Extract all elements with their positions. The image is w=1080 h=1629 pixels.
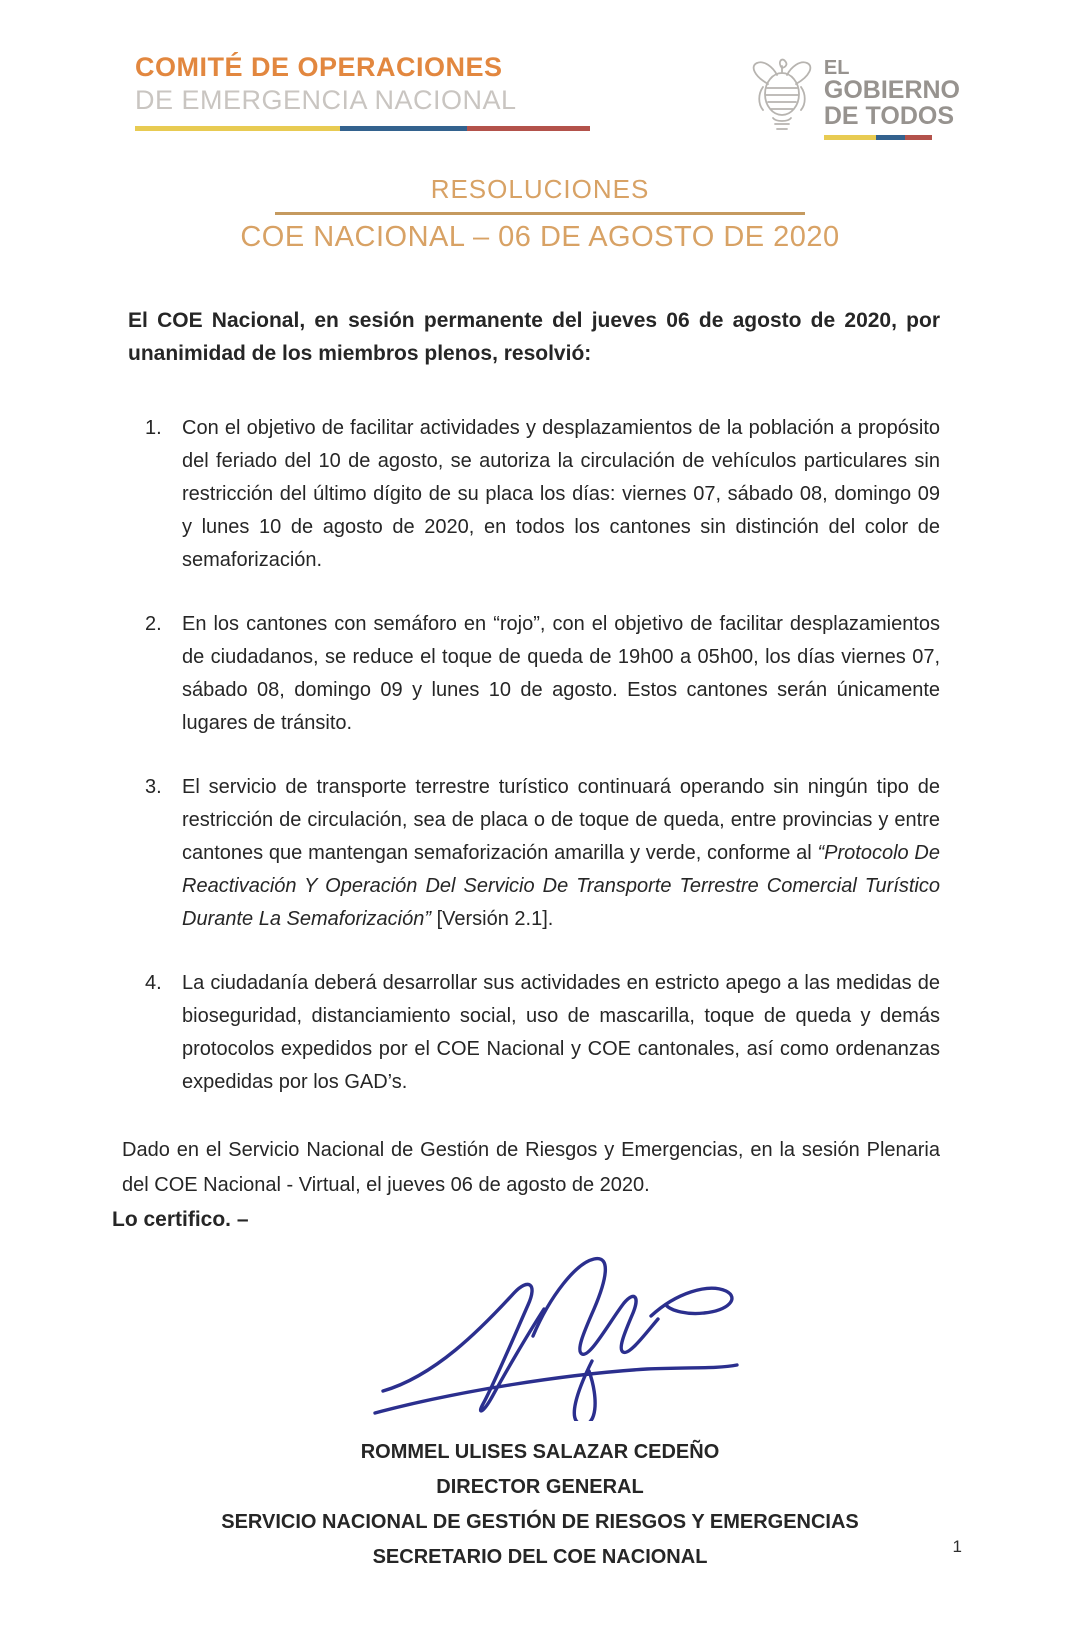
ecuador-tricolor-bar — [135, 126, 590, 131]
signatory-organization: SERVICIO NACIONAL DE GESTIÓN DE RIESGOS Y EMERGENCIAS — [221, 1511, 859, 1534]
signatory-role: SECRETARIO DEL COE NACIONAL — [372, 1546, 708, 1569]
gobierno-logo — [746, 54, 960, 140]
item-number: 2. — [145, 613, 162, 636]
resolution-item-2 — [128, 608, 940, 740]
signature-area — [0, 1239, 1080, 1421]
coe-logo-line2: DE EMERGENCIA NACIONAL — [135, 85, 517, 115]
gobierno-line2: GOBIERNO — [823, 76, 960, 105]
resolution-item-4 — [128, 967, 940, 1099]
coe-logo-line1: COMITÉ DE OPERACIONES — [135, 52, 503, 82]
gobierno-line1: EL — [823, 57, 850, 79]
item-number: 3. — [145, 776, 162, 799]
certification-line: Lo certifico. – — [112, 1208, 249, 1232]
document-body — [0, 304, 1080, 1237]
gobierno-logo-text — [824, 54, 960, 140]
document-title: RESOLUCIONES — [430, 174, 650, 205]
item-text: En los cantones con semáforo en “rojo”, con el objetivo de facilitar desplazamientos de ciudadanos, se reduce el toque de queda de 19h00 a 05h00, los días viernes 07, sábado 08, domingo 09 y lunes 10 de agosto. Estos cantones serán únicamente lugares de tránsito. — [182, 613, 940, 735]
signatory-title: DIRECTOR GENERAL — [436, 1476, 644, 1499]
resolution-item-1 — [128, 412, 940, 577]
title-block — [0, 174, 1080, 254]
resolution-item-3 — [128, 771, 940, 936]
item-text-start: El servicio de transporte terrestre turístico continuará operando sin ningún tipo de restricción de circulación, sea de placa o de toque de queda, entre provincias y entre cantones que mantengan semaforización amarilla y verde, conforme al — [182, 776, 940, 865]
item-number: 1. — [145, 417, 162, 440]
gobierno-tricolor-bar — [824, 135, 932, 140]
signatory-name: ROMMEL ULISES SALAZAR CEDEÑO — [360, 1441, 720, 1464]
document-subtitle: COE NACIONAL – 06 DE AGOSTO DE 2020 — [240, 221, 840, 254]
item-text: Con el objetivo de facilitar actividades y desplazamientos de la población a propósito del feriado del 10 de agosto, se autoriza la circulación de vehículos particulares sin restricción del último dígito de su placa los días: viernes 07, sábado 08, domingo 09 y lunes 10 de agosto de 2020, en todos los cantones sin distinción del color de semaforización. — [182, 417, 940, 572]
gobierno-line3: DE TODOS — [823, 101, 954, 130]
resolutions-list — [128, 412, 940, 1099]
page-number: 1 — [952, 1537, 962, 1556]
title-divider — [275, 212, 805, 215]
closing-paragraph: Dado en el Servicio Nacional de Gestión de Riesgos y Emergencias, en la sesión Plenaria del COE Nacional - Virtual, el jueves 06 de agosto de 2020. — [122, 1139, 940, 1197]
item-text: La ciudadanía deberá desarrollar sus actividades en estricto apego a las medidas de bioseguridad, distanciamiento social, uso de mascarilla, toque de queda y demás protocolos expedidos por el COE Nacional y COE cantonales, así como ordenanzas expedidas por los GAD’s. — [182, 972, 940, 1094]
signatory-block — [0, 1435, 1080, 1575]
item-number: 4. — [145, 972, 162, 995]
item-text-end: [Versión 2.1]. — [431, 908, 554, 931]
item-text-protocol-title: “Protocolo De Reactivación Y Operación Del Servicio De Transporte Terrestre Comercial Turístico Durante La Semaforización” — [182, 842, 940, 931]
document-header — [0, 0, 1080, 140]
item-text — [182, 771, 940, 936]
handwritten-signature — [365, 1239, 755, 1421]
coe-logo — [135, 52, 590, 140]
ecuador-coat-of-arms-icon — [746, 54, 818, 139]
intro-paragraph: El COE Nacional, en sesión permanente del jueves 06 de agosto de 2020, por unanimidad de los miembros plenos, resolvió: — [128, 309, 940, 366]
